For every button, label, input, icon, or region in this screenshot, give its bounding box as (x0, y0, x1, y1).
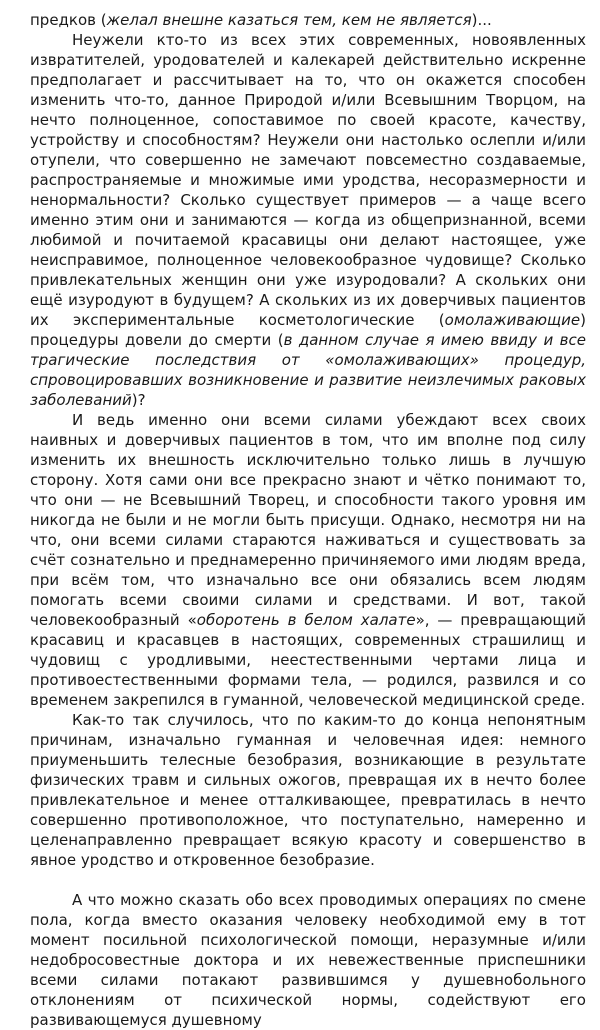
paragraph-2 (30, 410, 586, 710)
paragraph-spacer (30, 870, 586, 890)
italic-run: омолаживающие (444, 311, 581, 329)
italic-run: оборотень в белом халате (196, 611, 416, 629)
text-run: », — превращающий красавиц и красавцев в настоящих, современных страшилищ и чудовищ с уродливыми, неестественными чертами лица и противоестественными формами тела, — родился, развился и со временем закрепился в гуманной, человеческой медицинской среде. (30, 611, 587, 709)
italic-run: в данном случае я имею ввиду и все трагические последствия от «омолаживающих» процедур, спровоцировавших возникновение и развитие неизлечимых раковых заболеваний (30, 331, 586, 409)
text-run: Как-то так случилось, что по каким-то до конца непонятным причинам, изначально гуманная и человечная идея: немного приуменьшить телесные безобразия, возникающие в результате физических травм и сильных ожогов, превращая их в нечто более привлекательное и менее отталкивающее, превратилась в нечто совершенно противоположное, что поступательно, намеренно и целенаправленно превращает всякую красоту и совершенство в явное уродство и откровенное безобразие. (30, 711, 586, 869)
text-run: )... (471, 11, 492, 29)
text-run: И ведь именно они всеми силами убеждают всех своих наивных и доверчивых пациентов в том, что им вполне под силу изменить их внешность исключительно только лишь в лучшую сторону. Хотя сами они все прекрасно знают и чётко понимают то, что они — не Всевышний Творец, и способности такого уровня им никогда не были и не могли быть присущи. Однако, несмотря ни на что, они всеми силами стараются наживаться и существовать за счёт сознательно и преднамеренно причиняемого ими людям вреда, при всём том, что изначально все они обязались всем людям помогать всеми своими силами и средствами. И вот, такой человекообразный « (30, 411, 586, 629)
paragraph-4 (30, 890, 586, 1030)
text-run: А что можно сказать обо всех проводимых операциях по смене пола, когда вместо оказания человеку необходимой ему в тот момент посильной психологической помощи, неразумные и/или недобросовестные доктора и их невежественные приспешники всеми силами потакают развившимся у душевнобольного отклонениям от психической нормы, содействуют его развивающемуся душевному (30, 891, 586, 1029)
text-run: Неужели кто-то из всех этих современных, новоявленных извратителей, уродователей и калекарей действительно искренне предполагает и рассчитывает на то, что он окажется способен изменить что-то, данное Природой и/или Всевышним Творцом, на нечто полноценное, сопоставимое по своей красоте, качеству, устройству и способностям? Неужели они настолько ослепли и/или отупели, что совершенно не замечают повсеместно создаваемые, распространяемые и множимые ими уродства, несоразмерности и ненормальности? Сколько существует примеров — а чаще всего именно этим они и занимаются — когда из общепризнанной, всеми любимой и почитаемой красавицы они делают настоящее, уже неисправимое, полноценное человекообразное чудовище? Сколько привлекательных женщин они уже изуродовали? А скольких они ещё изуродуют в будущем? А скольких из их доверчивых пациентов их экспериментальные косметологические ( (30, 31, 586, 329)
italic-run: желал внешне казаться тем, кем не является (106, 11, 472, 29)
text-run: )? (131, 391, 146, 409)
paragraph-3 (30, 710, 586, 870)
paragraph-0 (30, 10, 586, 30)
paragraph-1 (30, 30, 586, 410)
text-run: ) процедуры довели до смерти ( (30, 311, 586, 349)
text-run: предков ( (30, 11, 107, 29)
